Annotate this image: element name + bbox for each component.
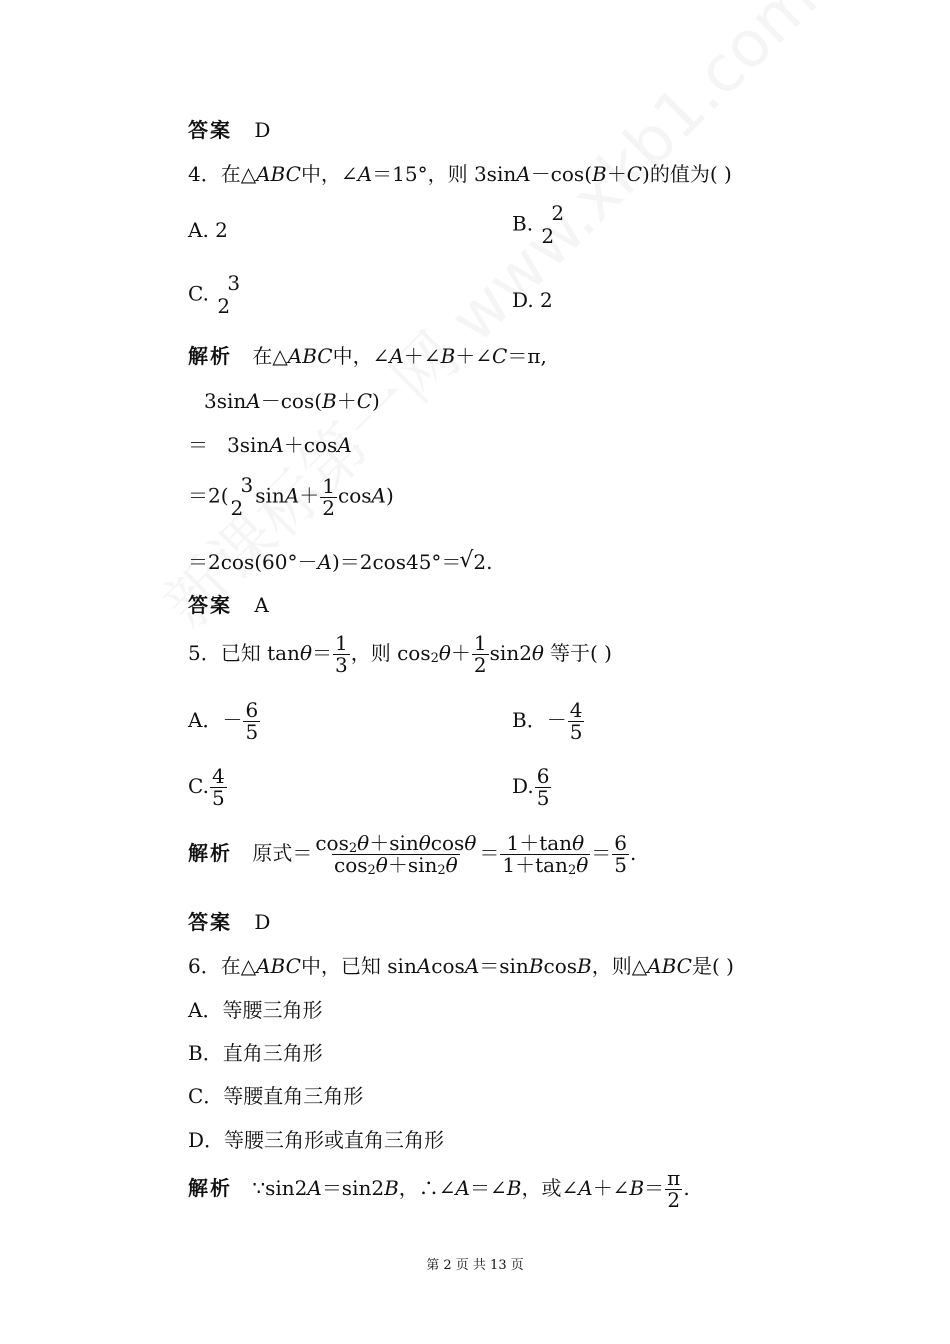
text: sin2 — [489, 641, 532, 665]
fraction — [500, 833, 590, 876]
text: θ — [464, 831, 477, 855]
text: ，∴∠ — [398, 1176, 456, 1200]
text: . — [630, 841, 637, 865]
question-6-stem — [188, 950, 734, 979]
text: cos — [431, 954, 465, 978]
text: 等于( ) — [549, 641, 612, 665]
solution-4-line-2 — [204, 385, 380, 414]
text: 1＋tan — [502, 853, 568, 877]
text: 中，∠ — [300, 162, 358, 186]
text: ＝∠ — [470, 1176, 507, 1200]
text: θ — [357, 831, 370, 855]
text: cos — [543, 954, 578, 978]
text: －cos( — [260, 389, 323, 413]
text: )的值为( ) — [642, 162, 732, 186]
fraction — [568, 700, 585, 743]
text: 2 — [430, 651, 439, 666]
text: B — [592, 162, 607, 186]
answer-label: 答案 — [188, 910, 232, 934]
text: cos — [338, 483, 372, 508]
text: θ — [572, 831, 585, 855]
text: ＋∠ — [592, 1176, 630, 1200]
text: A — [455, 1176, 470, 1200]
text: 6 — [536, 764, 550, 788]
text: θ — [438, 641, 451, 665]
text: 2 — [348, 841, 358, 856]
text: A — [246, 389, 261, 413]
text: ＋∠ — [455, 344, 493, 368]
text: ∵sin2 — [252, 1176, 308, 1200]
q5-option-c — [188, 766, 228, 809]
q5-option-d — [512, 766, 552, 809]
text: 中，已知 sin — [300, 954, 417, 978]
text: ＝15°，则 3sin — [372, 162, 517, 186]
text: －cos( — [530, 162, 592, 186]
text: ABC — [256, 954, 301, 978]
text: ) — [372, 389, 380, 413]
option-label: A．－ — [188, 708, 243, 732]
text: cos — [334, 853, 368, 877]
text: A — [578, 1176, 593, 1200]
solution-label: 解析 — [188, 344, 232, 368]
text: ＝π, — [507, 344, 547, 368]
fraction — [210, 766, 227, 809]
text: π — [667, 1166, 681, 1190]
text: A — [317, 550, 332, 574]
text: B — [440, 344, 456, 368]
q5-option-a — [188, 700, 261, 743]
text: C — [492, 344, 508, 368]
option-label: D. — [512, 774, 534, 798]
text: ABC — [287, 344, 333, 368]
text: ＋sin — [387, 853, 438, 877]
q4-option-a: A. 2 — [188, 218, 228, 242]
text: 1 — [334, 631, 348, 655]
text: B — [506, 1176, 522, 1200]
text: 6．在△ — [188, 954, 257, 978]
fraction — [320, 473, 337, 520]
text: ＝2( — [188, 483, 229, 508]
text: 原式＝ — [252, 841, 313, 865]
solution-4-line-3 — [188, 429, 352, 458]
text: 3 — [227, 271, 241, 295]
text: ＝ 3sin — [188, 433, 270, 457]
text: 1＋tan — [506, 831, 573, 855]
text: ) — [385, 483, 394, 508]
text: ＝ — [644, 1176, 665, 1200]
text: 5 — [211, 786, 225, 810]
text: 5 — [245, 720, 259, 744]
text: B — [384, 1176, 399, 1200]
text: B — [577, 954, 592, 978]
option-label: B．－ — [512, 708, 567, 732]
text: 5 — [614, 853, 627, 877]
q6-option-a: A．等腰三角形 — [188, 998, 323, 1022]
text: A — [307, 1176, 322, 1200]
text: ＋sin — [369, 831, 419, 855]
text: cos — [315, 831, 349, 855]
text: 2 — [230, 496, 244, 520]
text: ＋cos — [283, 433, 338, 457]
text: . — [683, 1176, 690, 1200]
text: ＋∠ — [403, 344, 441, 368]
text: 2 — [437, 863, 446, 878]
text: ＝sin2 — [321, 1176, 385, 1200]
text: 1 — [322, 473, 335, 498]
solution-4-line-5 — [188, 546, 493, 575]
answer-value: A — [254, 593, 269, 617]
text: 2 — [217, 294, 231, 318]
q4-option-d: D. 2 — [512, 288, 553, 312]
text: 2 — [473, 550, 487, 574]
text: 2 — [567, 863, 577, 878]
text: 5．已知 tan — [188, 641, 300, 665]
stacked-fraction — [231, 474, 254, 520]
answer-label: 答案 — [188, 593, 232, 617]
q4-option-b — [512, 202, 566, 248]
text: B — [528, 954, 544, 978]
text: θ — [418, 831, 431, 855]
text: 3sin — [204, 389, 247, 413]
text: 3 — [334, 653, 348, 677]
text: 6 — [614, 831, 627, 855]
answer-q4 — [188, 589, 269, 618]
answer-value: D — [254, 118, 271, 142]
fraction — [665, 1168, 682, 1211]
text: 6 — [245, 698, 259, 722]
answer-label: 答案 — [188, 118, 232, 142]
q6-option-d: D．等腰三角形或直角三角形 — [188, 1128, 445, 1152]
fraction — [535, 766, 552, 809]
solution-4-line-4 — [188, 474, 394, 520]
text: 在△ — [252, 344, 288, 368]
text: A — [371, 483, 386, 508]
text: ABC — [647, 954, 692, 978]
text: 1 — [473, 631, 487, 655]
question-5-stem — [188, 633, 612, 676]
text: ＝ — [311, 641, 332, 665]
text: C — [626, 162, 643, 186]
solution-label: 解析 — [188, 1176, 232, 1200]
stacked-fraction — [541, 202, 564, 248]
fraction — [333, 633, 350, 676]
text: ＝2cos(60°－ — [188, 550, 318, 574]
q6-option-c: C．等腰直角三角形 — [188, 1084, 364, 1108]
text: ＝ — [479, 841, 500, 865]
text: A — [337, 433, 352, 457]
text: 是( ) — [691, 954, 734, 978]
text: 2 — [322, 495, 335, 520]
text: 2 — [667, 1188, 681, 1212]
page-footer: 第 2 页 共 13 页 — [426, 1258, 524, 1273]
solution-4-line-1 — [188, 340, 547, 369]
option-label: C. — [188, 774, 209, 798]
text: θ — [576, 853, 589, 877]
text: A — [357, 162, 373, 186]
fraction — [243, 700, 260, 743]
answer-q5 — [188, 906, 270, 935]
text: θ — [375, 853, 388, 877]
solution-label: 解析 — [188, 841, 232, 865]
text: 5 — [569, 720, 583, 744]
text: )＝2cos45°＝ — [331, 550, 462, 574]
answer-value: D — [254, 910, 271, 934]
text: 5 — [536, 786, 550, 810]
text: θ — [299, 641, 312, 665]
stacked-fraction — [217, 272, 240, 318]
option-label: B. — [512, 211, 534, 236]
text: ，则 cos — [350, 641, 431, 665]
text: 2 — [551, 201, 565, 225]
text: A — [464, 954, 480, 978]
solution-6 — [188, 1168, 690, 1211]
text: 4．在△ — [188, 162, 257, 186]
text: ＋ — [450, 641, 471, 665]
text: ，或∠ — [521, 1176, 579, 1200]
fraction — [313, 833, 478, 876]
text: . — [486, 550, 493, 574]
text: ＋ — [336, 389, 357, 413]
option-label: C. — [188, 281, 209, 306]
text: ＋ — [299, 483, 320, 508]
text: C — [356, 389, 373, 413]
q5-option-b — [512, 700, 585, 743]
text: 中，∠ — [332, 344, 390, 368]
text: 3 — [240, 473, 254, 497]
text: A — [416, 954, 432, 978]
text: 2 — [541, 224, 555, 248]
text: sin — [255, 483, 285, 508]
q6-option-b: B．直角三角形 — [188, 1041, 323, 1065]
text: 4 — [569, 698, 583, 722]
text: B — [629, 1176, 645, 1200]
fraction — [472, 633, 489, 676]
fraction — [612, 833, 629, 876]
text: B — [322, 389, 337, 413]
text: ＋ — [606, 162, 627, 186]
question-4-stem — [188, 158, 732, 187]
text: ABC — [256, 162, 301, 186]
text: 2 — [473, 653, 487, 677]
text: θ — [445, 853, 458, 877]
text: ，则△ — [591, 954, 648, 978]
text: 4 — [211, 764, 225, 788]
text: cos — [430, 831, 465, 855]
text: θ — [531, 641, 544, 665]
text: A — [269, 433, 284, 457]
sqrt — [461, 550, 486, 574]
q4-option-c — [188, 272, 242, 318]
text: ＝sin — [479, 954, 529, 978]
text: A — [516, 162, 531, 186]
text: A — [284, 483, 300, 508]
solution-5 — [188, 833, 636, 876]
text: A — [389, 344, 404, 368]
text: 2 — [367, 863, 376, 878]
answer-q3 — [188, 114, 270, 143]
text: ＝ — [591, 841, 612, 865]
